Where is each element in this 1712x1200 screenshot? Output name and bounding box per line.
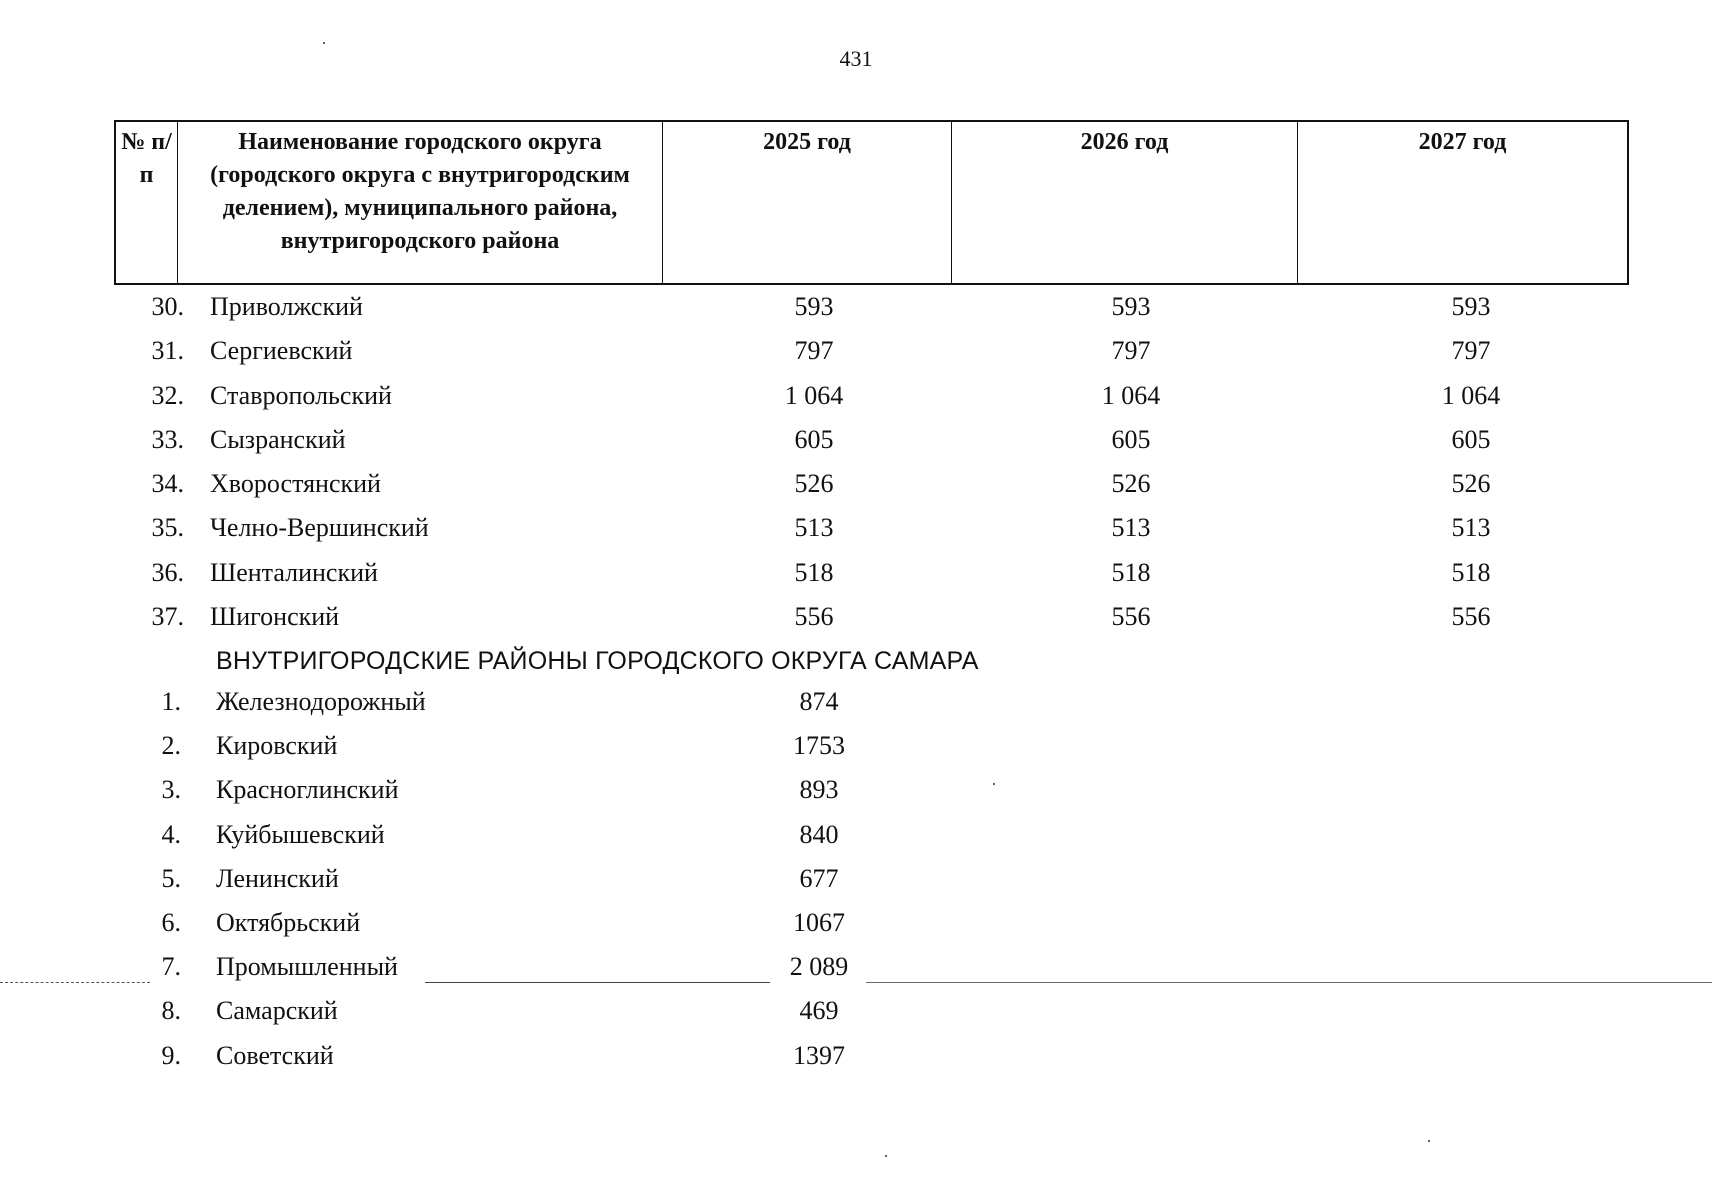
value-2027: 1 064 <box>1441 380 1501 410</box>
value-2027: 605 <box>1451 424 1491 454</box>
row-number: 34. <box>151 469 184 499</box>
header-number-column: № п/п <box>116 122 178 283</box>
value-2025: 2 089 <box>789 952 849 982</box>
value-2027: 556 <box>1451 602 1491 632</box>
row-name: Красноглинский <box>216 775 399 805</box>
table-row <box>0 680 1712 724</box>
row-number: 8. <box>161 996 181 1026</box>
value-2025: 513 <box>794 513 834 543</box>
value-2025: 1753 <box>793 731 845 761</box>
row-name: Куйбышевский <box>216 819 385 849</box>
table-row <box>0 989 1712 1033</box>
scan-speck <box>885 1155 887 1157</box>
table-row <box>0 724 1712 768</box>
page-number: 431 <box>839 46 873 71</box>
value-2026: 526 <box>1111 469 1151 499</box>
value-2025: 1067 <box>793 907 845 937</box>
value-2027: 593 <box>1451 292 1491 321</box>
scan-fold-line <box>0 982 150 983</box>
row-name: Челно-Вершинский <box>210 513 429 543</box>
value-2026: 518 <box>1111 557 1151 587</box>
scan-speck <box>993 783 995 785</box>
row-number: 2. <box>161 731 181 761</box>
row-number: 6. <box>161 907 181 937</box>
value-2027: 526 <box>1451 469 1491 499</box>
city-district-rows <box>0 680 1712 1078</box>
row-name: Железнодорожный <box>216 687 426 716</box>
table-row <box>0 768 1712 812</box>
scan-speck <box>323 42 325 44</box>
table-row <box>0 506 1712 550</box>
value-2025: 469 <box>799 996 839 1026</box>
scan-fold-line <box>425 982 770 983</box>
scan-speck <box>1428 1140 1430 1142</box>
header-year-2027: 2027 год <box>1418 129 1507 155</box>
value-2027: 518 <box>1451 557 1491 587</box>
table-row <box>0 329 1712 373</box>
row-name: Октябрьский <box>216 907 361 937</box>
row-number: 35. <box>151 513 184 543</box>
row-name: Сергиевский <box>210 336 353 366</box>
header-name-column: Наименование городского округа (городского округа с внутригородским делением), муниципального района, внутригородского района <box>178 122 663 283</box>
row-number: 30. <box>151 292 184 321</box>
value-2025: 874 <box>799 687 839 716</box>
row-name: Ленинский <box>216 863 339 893</box>
row-number: 31. <box>151 336 184 366</box>
value-2026: 593 <box>1111 292 1151 321</box>
row-name: Хворостянский <box>210 469 381 499</box>
table-header <box>114 120 1629 285</box>
value-2026: 556 <box>1111 602 1151 632</box>
row-name: Приволжский <box>210 292 363 321</box>
row-name: Советский <box>216 1040 334 1070</box>
table-row <box>0 285 1712 329</box>
value-2025: 526 <box>794 469 834 499</box>
row-name: Шенталинский <box>210 557 378 587</box>
row-number: 33. <box>151 424 184 454</box>
table-row <box>0 418 1712 462</box>
table-row <box>0 374 1712 418</box>
row-name: Промышленный <box>216 952 398 982</box>
header-year-2026: 2026 год <box>952 122 1298 283</box>
scan-fold-line <box>866 982 1712 983</box>
value-2027: 513 <box>1451 513 1491 543</box>
value-2025: 518 <box>794 557 834 587</box>
row-number: 1. <box>161 687 181 716</box>
header-year-2025: 2025 год <box>663 122 952 283</box>
row-number: 9. <box>161 1040 181 1070</box>
value-2025: 593 <box>794 292 834 321</box>
row-number: 36. <box>151 557 184 587</box>
value-2026: 1 064 <box>1101 380 1161 410</box>
value-2026: 797 <box>1111 336 1151 366</box>
value-2025: 797 <box>794 336 834 366</box>
row-number: 4. <box>161 819 181 849</box>
table-row <box>0 813 1712 857</box>
table-row <box>0 1034 1712 1078</box>
value-2025: 605 <box>794 424 834 454</box>
table-row <box>0 551 1712 595</box>
value-2025: 556 <box>794 602 834 632</box>
table-row <box>0 462 1712 506</box>
table-row <box>0 901 1712 945</box>
table-row <box>0 857 1712 901</box>
value-2025: 893 <box>799 775 839 805</box>
row-name: Самарский <box>216 996 338 1026</box>
value-2025: 1 064 <box>784 380 844 410</box>
value-2025: 677 <box>799 863 839 893</box>
row-number: 7. <box>161 952 181 982</box>
section-heading: ВНУТРИГОРОДСКИЕ РАЙОНЫ ГОРОДСКОГО ОКРУГА САМАРА <box>216 647 979 675</box>
district-rows <box>0 285 1712 639</box>
row-name: Шигонский <box>210 602 340 632</box>
value-2025: 1397 <box>793 1040 845 1070</box>
value-2027: 797 <box>1451 336 1491 366</box>
row-name: Кировский <box>216 731 338 761</box>
value-2026: 513 <box>1111 513 1151 543</box>
row-name: Ставропольский <box>210 380 392 410</box>
value-2025: 840 <box>799 819 839 849</box>
row-number: 37. <box>151 602 184 632</box>
row-name: Сызранский <box>210 424 346 454</box>
row-number: 3. <box>161 775 181 805</box>
table-row <box>0 595 1712 639</box>
value-2026: 605 <box>1111 424 1151 454</box>
row-number: 5. <box>161 863 181 893</box>
row-number: 32. <box>151 380 184 410</box>
